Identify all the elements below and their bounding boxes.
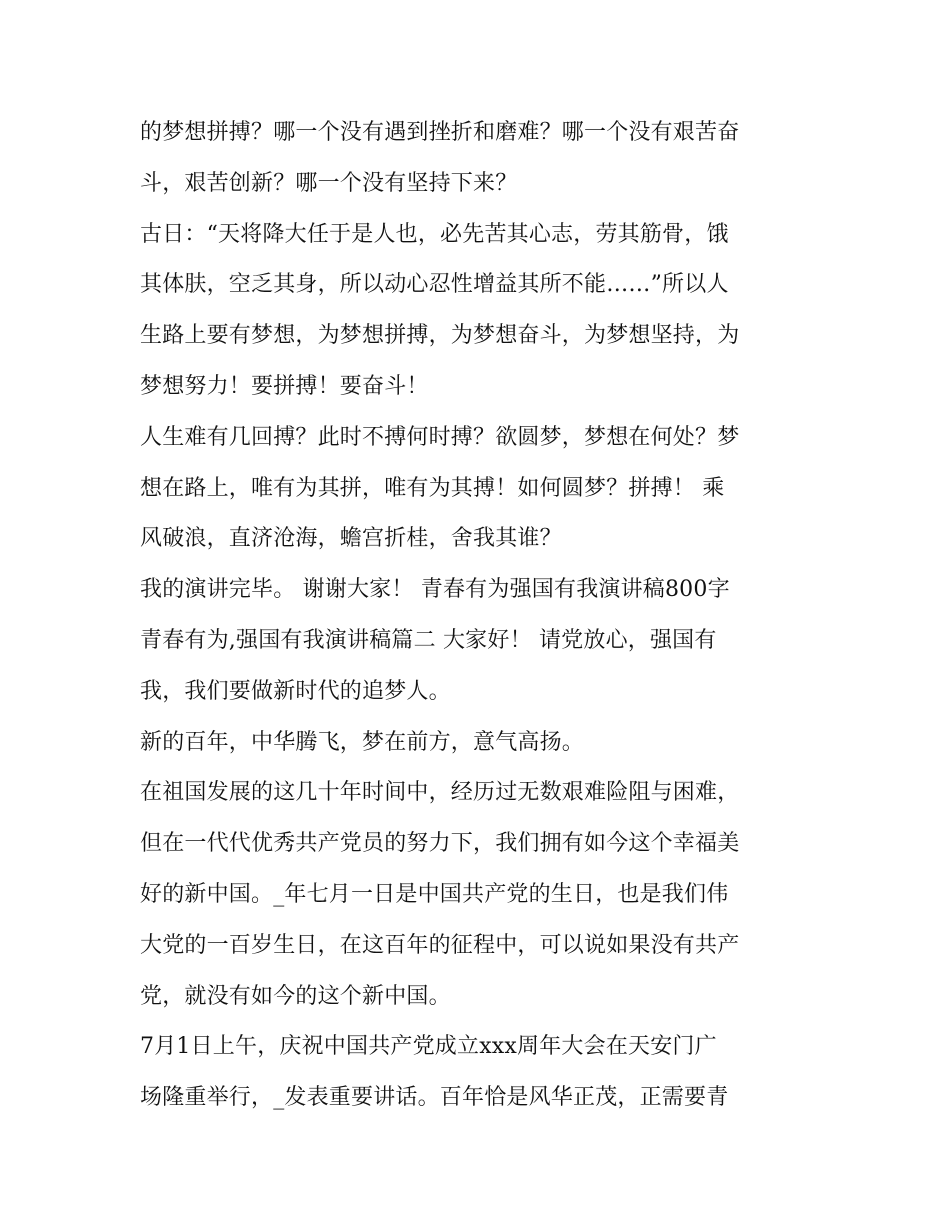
text-line: 党，就没有如今的这个新中国。: [140, 983, 451, 1009]
text-line: 但在一代代优秀共产党员的努力下，我们拥有如今这个幸福美: [140, 831, 740, 857]
text-line: 我，我们要做新时代的追梦人。: [140, 678, 451, 704]
text-line: 想在路上，唯有为其拼，唯有为其搏！如何圆梦？拼搏！ 乘: [140, 475, 725, 501]
document-body: [140, 108, 820, 1124]
text-line: 梦想努力！要拼搏！要奋斗！: [140, 373, 429, 399]
text-line: 在祖国发展的这几十年时间中，经历过无数艰难险阻与困难，: [140, 780, 740, 806]
text-line: 其体肤，空乏其身，所以动心忍性增益其所不能……”所以人: [140, 272, 729, 298]
text-line: 斗，艰苦创新？哪一个没有坚持下来？: [140, 170, 518, 196]
text-line: 的梦想拼搏？哪一个没有遇到挫折和磨难？哪一个没有艰苦奋: [140, 120, 740, 145]
text-line: 古日：“天将降大任于是人也，必先苦其心志，劳其筋骨，饿: [140, 221, 729, 247]
text-line: 青春有为,强国有我演讲稿篇二 大家好！ 请党放心，强国有: [140, 627, 717, 653]
text-line: 生路上要有梦想，为梦想拼搏，为梦想奋斗，为梦想坚持，为: [140, 323, 740, 349]
text-line: 场隆重举行，_发表重要讲话。百年恰是风华正茂，正需要青: [140, 1085, 729, 1111]
text-line: 新的百年，中华腾飞，梦在前方，意气高扬。: [140, 729, 585, 755]
text-line: 大党的一百岁生日，在这百年的征程中，可以说如果没有共产: [140, 932, 740, 958]
text-line: 风破浪，直济沧海，蟾宫折桂，舍我其谁？: [140, 526, 562, 552]
text-line: 7月1日上午，庆祝中国共产党成立xxx周年大会在天安门广: [140, 1034, 717, 1060]
text-line: 人生难有几回搏？此时不搏何时搏？欲圆梦，梦想在何处？梦: [140, 424, 740, 450]
text-line: 我的演讲完毕。 谢谢大家！ 青春有为强国有我演讲稿800字: [140, 577, 730, 603]
text-line: 好的新中国。_年七月一日是中国共产党的生日，也是我们伟: [140, 881, 729, 907]
